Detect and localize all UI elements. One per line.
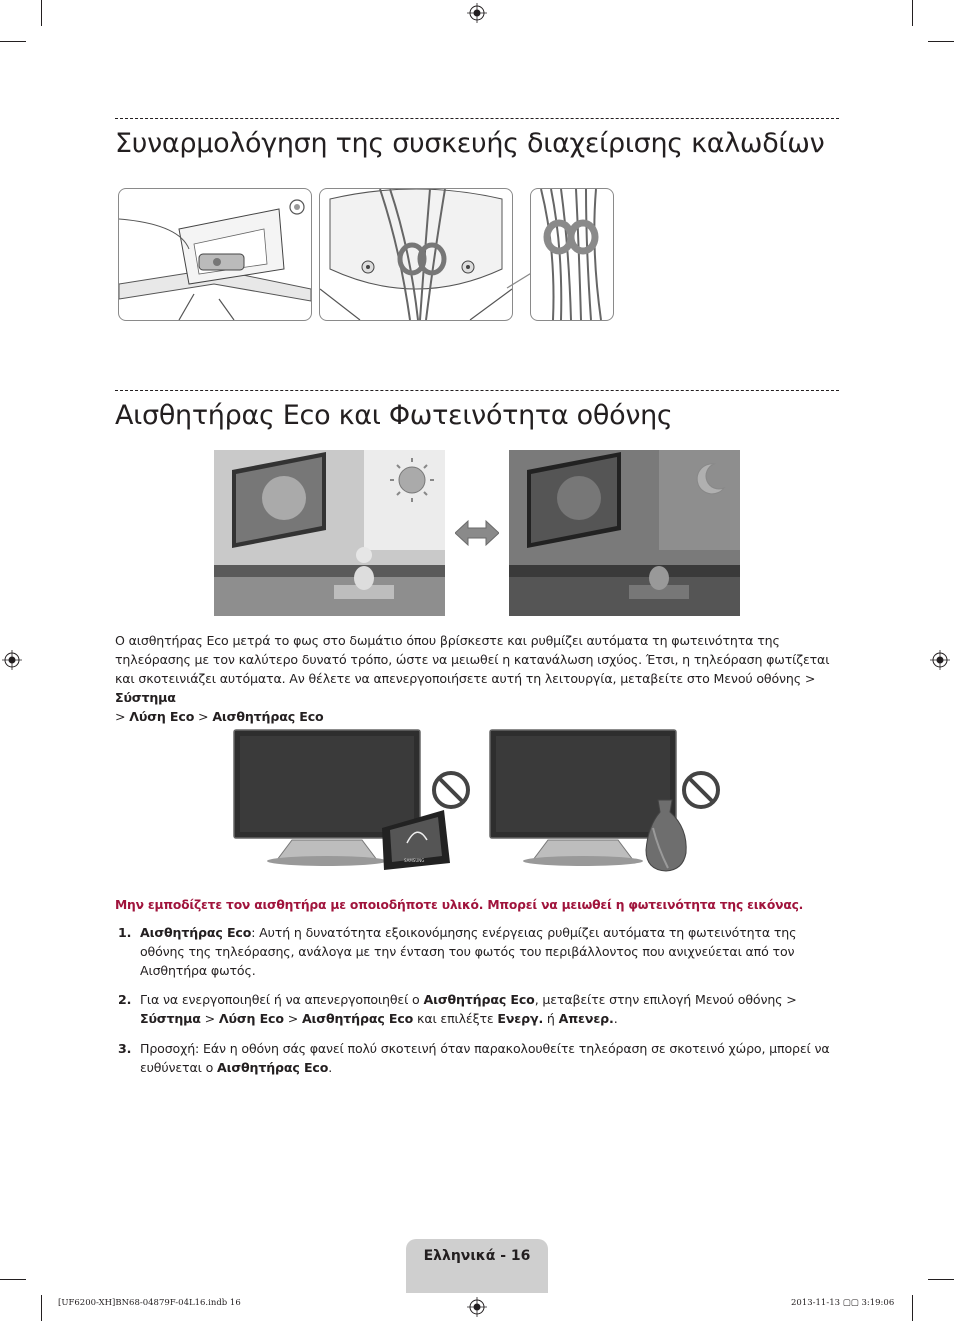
section-divider [115,390,839,391]
page-number-tab [406,1239,548,1293]
eco-sensor-description: Ο αισθητήρας Eco μετρά το φως στο δωμάτιο όπου βρίσκεστε και ρυθμίζει αυτόματα τη φωτεινότητα της τηλεόρασης με τον καλύτερο δυνατό τρόπο, ώστε να μειωθεί η κατανάλωση ισχύος. Έτσι, η τηλεόραση φωτίζεται και σκοτεινιάζει αυτόματα. Αν θέλετε να απενεργοποιήσετε αυτή τη λειτουργία, μεταβείτε στο Μενού οθόνης > Σύστημα > Λύση Eco > Αισθητήρας Eco [115,633,830,724]
cable-manager-figure-3 [530,188,614,321]
list-item: 1. Αισθητήρας Eco: Αυτή η δυνατότητα εξοικονόμησης ενέργειας ρυθμίζει αυτόματα τη φωτεινότητα της οθόνης της τηλεόρασης, ανάλογα με την ένταση του φωτός του περιβάλλοντος που ανιχνεύεται από τον Αισθητήρα φωτός. [118,925,797,978]
registration-mark-icon [2,650,22,670]
print-timestamp: 2013-11-13 ▢▢ 3:19:06 [791,1298,895,1308]
crop-mark [928,1279,954,1280]
double-arrow-icon [455,518,499,548]
menu-path-eco-solution: Λύση Eco [129,709,195,724]
tv-blocked-by-frame-figure [232,728,472,873]
list-item: 2. Για να ενεργοποιηθεί ή να απενεργοποιηθεί ο Αισθητήρας Eco, μεταβείτε στην επιλογή Μενού οθόνης > Σύστημα > Λύση Eco > Αισθητήρας Eco και επιλέξτε Ενεργ. ή Απενερ.. [118,992,797,1026]
registration-mark-icon [467,3,487,23]
menu-path-system: Σύστημα [115,690,176,705]
crop-mark [41,0,42,26]
cable-bundle-illustration [531,189,613,320]
dark-room-photo [509,450,740,616]
cable-manager-figure-1 [118,188,312,321]
crop-mark [928,41,954,42]
registration-mark-icon [467,1297,487,1317]
crop-mark [912,0,913,26]
section-title-cable-manager: Συναρμολόγηση της συσκευής διαχείρισης καλωδίων [115,128,825,159]
bright-room-photo [214,450,445,616]
menu-path-eco-sensor: Αισθητήρας Eco [212,709,324,724]
crop-mark [0,41,26,42]
crop-mark [41,1295,42,1321]
tv-brand-label: SAMSUNG [404,858,425,863]
cable-manager-figure-2 [319,188,513,321]
registration-mark-icon [930,650,950,670]
crop-mark [912,1295,913,1321]
tv-blocked-by-vase-figure [488,728,728,873]
section-title-eco-sensor: Αισθητήρας Eco και Φωτεινότητα οθόνης [115,400,673,431]
tv-stand-back-illustration [119,189,311,320]
crop-mark [0,1279,26,1280]
file-slug: [UF6200-XH]BN68-04879F-04L16.indb 16 [58,1298,241,1308]
warning-note: Μην εμποδίζετε τον αισθητήρα με οποιοδήποτε υλικό. Μπορεί να μειωθεί η φωτεινότητα της εικόνας. [115,898,804,912]
cable-holder-closeup-illustration [320,189,512,320]
section-divider [115,118,839,119]
list-item: 3. Προσοχή: Εάν η οθόνη σάς φανεί πολύ σκοτεινή όταν παρακολουθείτε τηλεόραση σε σκοτεινό χώρο, μπορεί να ευθύνεται ο Αισθητήρας Eco. [118,1041,830,1075]
page-label: Ελληνικά - 16 [423,1248,531,1264]
